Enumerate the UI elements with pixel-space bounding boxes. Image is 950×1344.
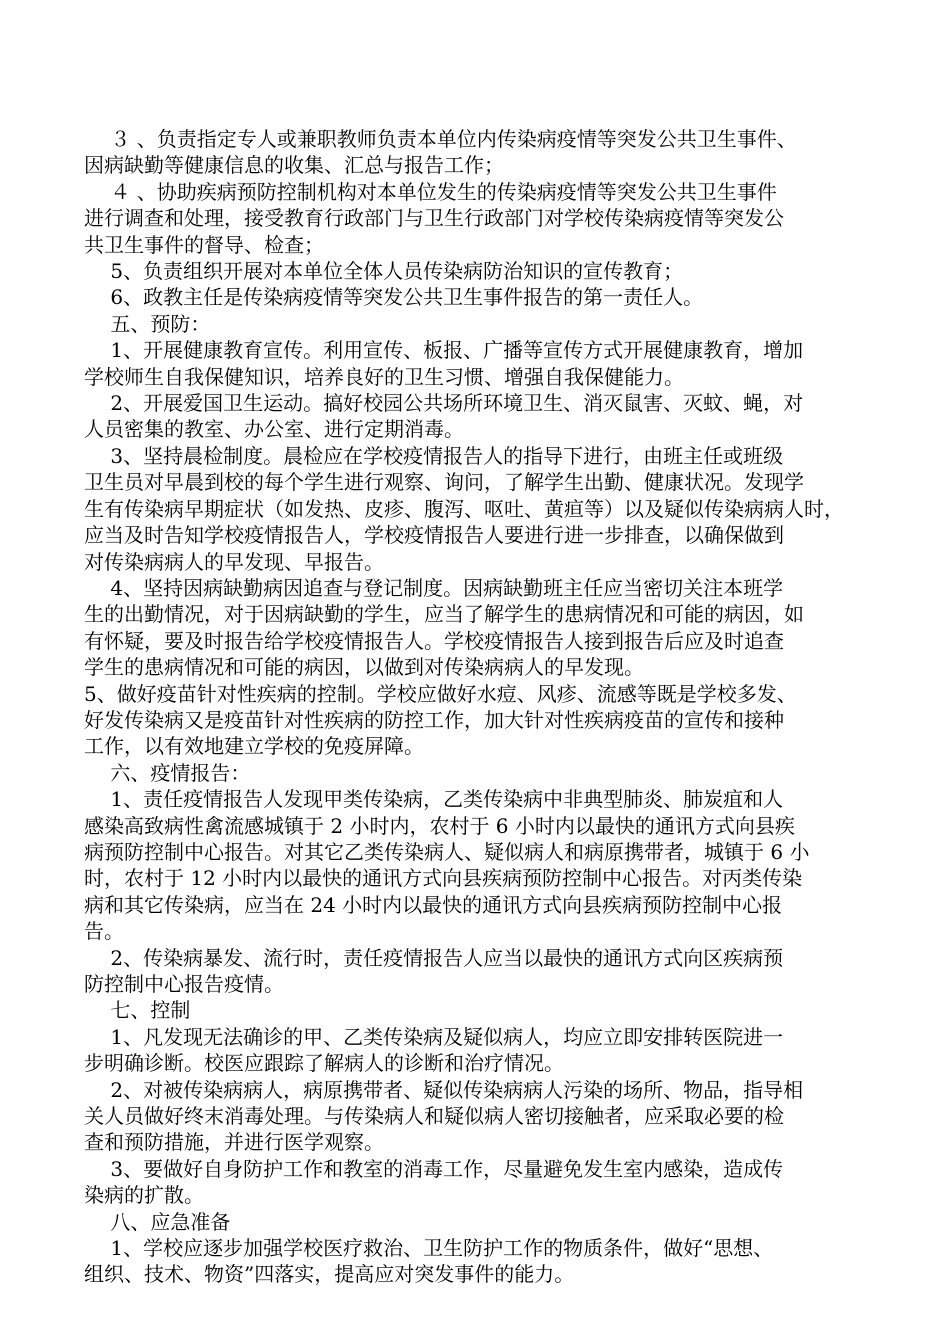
text-line: 学生的患病情况和可能的病因，以做到对传染病病人的早发现。 xyxy=(84,655,644,680)
text-line: 2、开展爱国卫生运动。搞好校园公共场所环境卫生、消灭鼠害、灭蚊、蝇，对 xyxy=(84,391,804,416)
text-line: 3、坚持晨检制度。晨检应在学校疫情报告人的指导下进行，由班主任或班级 xyxy=(84,443,784,468)
text-line: 人员密集的教室、办公室、进行定期消毒。 xyxy=(84,417,464,442)
text-line: 1、凡发现无法确诊的甲、乙类传染病及疑似病人，均应立即安排转医院进一 xyxy=(84,1024,784,1049)
text-line: 卫生员对早晨到校的每个学生进行观察、询问，了解学生出勤、健康状况。发现学 xyxy=(84,470,804,495)
text-line: 因病缺勤等健康信息的收集、汇总与报告工作； xyxy=(84,153,504,178)
text-line: 组织、技术、物资”四落实，提高应对突发事件的能力。 xyxy=(84,1262,575,1287)
text-line: 关人员做好终末消毒处理。与传染病人和疑似病人密切接触者，应采取必要的检 xyxy=(84,1104,784,1129)
text-line: 好发传染病又是疫苗针对性疾病的防控工作，加大针对性疾病疫苗的宣传和接种 xyxy=(84,707,784,732)
text-line: 工作，以有效地建立学校的免疫屏障。 xyxy=(84,734,424,759)
text-line: 对传染病病人的早发现、早报告。 xyxy=(84,549,384,574)
text-line: 1、开展健康教育宣传。利用宣传、板报、广播等宣传方式开展健康教育，增加 xyxy=(84,338,804,363)
text-line: 共卫生事件的督导、检查； xyxy=(84,232,324,257)
text-line: 5、负责组织开展对本单位全体人员传染病防治知识的宣传教育； xyxy=(84,259,684,284)
document-page xyxy=(84,126,884,1288)
text-line: 病和其它传染病，应当在 24 小时内以最快的通讯方式向县疾病预防控制中心报 xyxy=(84,892,783,917)
text-line: 1、学校应逐步加强学校医疗救治、卫生防护工作的物质条件，做好“思想、 xyxy=(84,1236,774,1261)
text-line: 有怀疑，要及时报告给学校疫情报告人。学校疫情报告人接到报告后应及时追查 xyxy=(84,628,784,653)
text-line: 步明确诊断。校医应跟踪了解病人的诊断和治疗情况。 xyxy=(84,1051,564,1076)
section-heading: 六、疫情报告： xyxy=(84,760,251,785)
text-line: 查和预防措施，并进行医学观察。 xyxy=(84,1130,384,1155)
text-line: 应当及时告知学校疫情报告人，学校疫情报告人要进行进一步排查，以确保做到 xyxy=(84,523,784,548)
text-line: 4、坚持因病缺勤病因追查与登记制度。因病缺勤班主任应当密切关注本班学 xyxy=(84,575,784,600)
text-line: 染病的扩散。 xyxy=(84,1183,204,1208)
text-line: 时，农村于 12 小时内以最快的通讯方式向县疾病预防控制中心报告。对丙类传染 xyxy=(84,866,803,891)
text-line: 5、做好疫苗针对性疾病的控制。学校应做好水痘、风疹、流感等既是学校多发、 xyxy=(84,681,797,706)
text-line: 1、责任疫情报告人发现甲类传染病，乙类传染病中非典型肺炎、肺炭疽和人 xyxy=(84,787,784,812)
text-line: 2、传染病暴发、流行时，责任疫情报告人应当以最快的通讯方式向区疾病预 xyxy=(84,945,784,970)
text-line: 防控制中心报告疫情。 xyxy=(84,972,284,996)
text-line: 告。 xyxy=(84,919,124,944)
text-line: 感染高致病性禽流感城镇于 2 小时内，农村于 6 小时内以最快的通讯方式向县疾 xyxy=(84,813,795,838)
text-line: 2、对被传染病病人，病原携带者、疑似传染病病人污染的场所、物品，指导相 xyxy=(84,1077,804,1102)
section-heading: 八、应急准备 xyxy=(84,1209,231,1234)
text-line: 病预防控制中心报告。对其它乙类传染病人、疑似病人和病原携带者，城镇于 6 小 xyxy=(84,839,810,864)
text-line: 3、要做好自身防护工作和教室的消毒工作，尽量避免发生室内感染，造成传 xyxy=(84,1156,784,1181)
text-line: 学校师生自我保健知识，培养良好的卫生习惯、增强自我保健能力。 xyxy=(84,364,684,389)
text-line: 生有传染病早期症状（如发热、皮疹、腹泻、呕吐、黄疸等）以及疑似传染病病人时， xyxy=(84,496,844,521)
text-line: ４ 、协助疾病预防控制机构对本单位发生的传染病疫情等突发公共卫生事件 xyxy=(84,179,777,204)
section-heading: 五、预防： xyxy=(84,311,211,336)
text-line: 生的出勤情况，对于因病缺勤的学生，应当了解学生的患病情况和可能的病因，如 xyxy=(84,602,804,627)
text-line: ３ 、负责指定专人或兼职教师负责本单位内传染病疫情等突发公共卫生事件、 xyxy=(84,127,797,151)
text-line: 6、政教主任是传染病疫情等突发公共卫生事件报告的第一责任人。 xyxy=(84,285,704,310)
text-line: 进行调查和处理，接受教育行政部门与卫生行政部门对学校传染病疫情等突发公 xyxy=(84,206,784,231)
section-heading: 七、控制 xyxy=(84,998,191,1023)
